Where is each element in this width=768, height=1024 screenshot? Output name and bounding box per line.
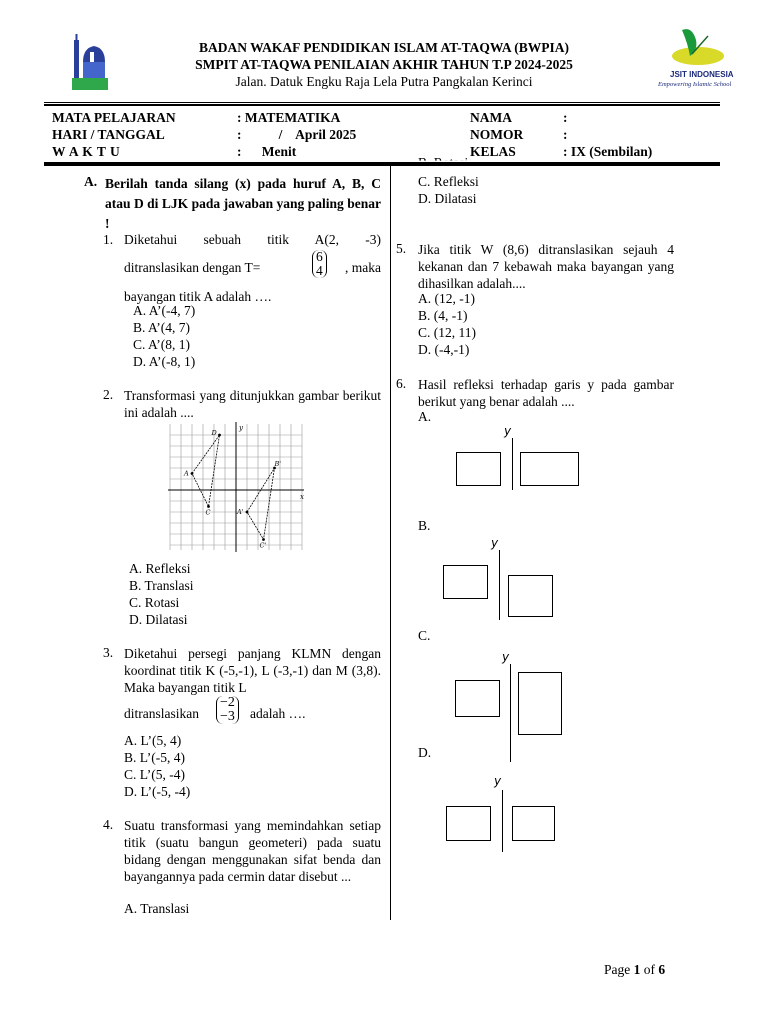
q3-option-d[interactable]: D. L’(-5, -4) [124, 784, 191, 799]
q6-option-b[interactable]: B. [418, 518, 431, 533]
q5-option-c[interactable]: C. (12, 11) [418, 325, 476, 340]
vertex-label: A' [237, 508, 244, 516]
label-mata-pelajaran: MATA PELAJARAN [52, 110, 176, 125]
q6-a-shape-left [456, 452, 501, 486]
section-letter: A. [84, 174, 98, 189]
q3-option-b[interactable]: B. L’(-5, 4) [124, 750, 185, 765]
q6-c-axis-label: y [502, 650, 510, 664]
vertex-point [191, 472, 194, 475]
vertex-label: A [184, 469, 189, 478]
q6-d-mirror-line [502, 790, 503, 852]
vertex-point [262, 538, 265, 541]
q3-text-b: ditranslasikan [124, 706, 199, 721]
q4-option-d[interactable]: D. Dilatasi [418, 191, 477, 206]
q2-text: Transformasi yang ditunjukkan gambar berikut ini adalah .... [124, 388, 381, 420]
q6-option-a[interactable]: A. [418, 409, 432, 424]
value-nama: : [563, 110, 568, 125]
value-waktu: : Menit [237, 144, 297, 159]
q4-number: 4. [103, 817, 114, 832]
q1-number: 1. [103, 232, 114, 247]
q6-b-axis-label: y [491, 536, 499, 550]
vertex-label: C [205, 508, 211, 517]
q6-c-shape-left [455, 680, 500, 717]
q4-text: Suatu transformasi yang memindahkan setiap titik (suatu bangun geometeri) pada suatu bidang dengan menggunakan sifat benda dan bayangannya pada cermin datar disebut ... [124, 818, 381, 884]
q3-vector: −2 −3 [216, 696, 239, 724]
q1-text-b-line [124, 250, 381, 286]
q3-option-a[interactable]: A. L’(5, 4) [124, 733, 182, 748]
q3-text: Diketahui persegi panjang KLMN dengan koordinat titik K (-5,-1), L (-3,-1) dan M (3,8). Maka bayangan titik L [124, 646, 381, 695]
value-kelas: : IX (Sembilan) [563, 144, 653, 159]
value-mata-pelajaran: : MATEMATIKA [237, 110, 341, 125]
coordinate-grid-figure [166, 422, 306, 552]
header-rule-thin [44, 102, 720, 103]
q6-c-shape-right [518, 672, 562, 735]
q6-b-shape-right [508, 575, 553, 617]
column-divider [390, 162, 391, 920]
vertex-point [246, 511, 249, 514]
vertex-label: C' [259, 541, 267, 550]
q6-a-axis-label: y [504, 424, 512, 438]
q6-d-axis-label: y [494, 774, 502, 788]
label-kelas: KELAS [470, 144, 516, 159]
q2-coordinate-figure [166, 422, 306, 552]
q4-option-c[interactable]: C. Refleksi [418, 174, 479, 189]
header-line-1: BADAN WAKAF PENDIDIKAN ISLAM AT-TAQWA (BWPIA) [199, 40, 569, 55]
q1-option-b[interactable]: B. A’(4, 7) [133, 320, 190, 335]
vertex-point [207, 505, 210, 508]
q3-number: 3. [103, 645, 114, 660]
q1-option-d[interactable]: D. A’(-8, 1) [133, 354, 196, 369]
y-axis-label: y [239, 424, 243, 432]
header-line-3: Jalan. Datuk Engku Raja Lela Putra Pangkalan Kerinci [235, 74, 533, 89]
q1-option-a[interactable]: A. A’(-4, 7) [133, 303, 196, 318]
q5-option-a[interactable]: A. (12, -1) [418, 291, 475, 306]
q2-option-a[interactable]: A. Refleksi [129, 561, 191, 576]
header-rule-thick [44, 104, 720, 106]
q2-option-d[interactable]: D. Dilatasi [129, 612, 188, 627]
x-axis-label: x [300, 493, 304, 501]
label-nomor: NOMOR [470, 127, 524, 142]
value-hari-tanggal: : / April 2025 [237, 127, 357, 142]
q1-text-a: Diketahui sebuah titik A(2, -3) [124, 232, 381, 247]
page-footer: Page 1 of 6 [604, 962, 666, 977]
q6-text: Hasil refleksi terhadap garis y pada gambar berikut yang benar adalah .... [418, 377, 674, 409]
q6-d-shape-left [446, 806, 491, 841]
q5-number: 5. [396, 241, 407, 256]
q1-text-c: , maka [345, 260, 381, 275]
q1-option-c[interactable]: C. A’(8, 1) [133, 337, 190, 352]
q6-a-mirror-line [512, 438, 513, 490]
label-nama: NAMA [470, 110, 512, 125]
jsit-logo-tagline: Empowering Islamic School [658, 81, 732, 88]
value-nomor: : [563, 127, 568, 142]
q5-option-d[interactable]: D. (-4,-1) [418, 342, 470, 357]
q6-b-mirror-line [499, 550, 500, 620]
vertex-point [218, 434, 221, 437]
q3-text-c: adalah …. [250, 706, 306, 721]
q2-option-b[interactable]: B. Translasi [129, 578, 194, 593]
info-rule [44, 162, 720, 166]
label-waktu: W A K T U [52, 144, 121, 159]
section-instruction: Berilah tanda silang (x) pada huruf A, B, C atau D di LJK pada jawaban yang paling benar ! [105, 176, 381, 231]
q1-text-b: ditranslasikan dengan T= [124, 260, 261, 275]
q2-number: 2. [103, 387, 114, 402]
q1-vector: 6 4 [312, 250, 327, 278]
q5-option-b[interactable]: B. (4, -1) [418, 308, 468, 323]
q6-c-mirror-line [510, 664, 511, 762]
header-line-2: SMPIT AT-TAQWA PENILAIAN AKHIR TAHUN T.P 2024-2025 [195, 57, 573, 72]
q6-a-shape-right [520, 452, 579, 486]
q6-option-c[interactable]: C. [418, 628, 431, 643]
vertex-label: D [211, 429, 217, 437]
label-hari-tanggal: HARI / TANGGAL [52, 127, 165, 142]
q2-option-c[interactable]: C. Rotasi [129, 595, 180, 610]
jsit-logo-name: JSIT INDONESIA [670, 70, 734, 79]
q3-text-b-line [124, 696, 381, 730]
q4-option-a[interactable]: A. Translasi [124, 901, 190, 916]
q6-option-d[interactable]: D. [418, 745, 432, 760]
q3-option-c[interactable]: C. L’(5, -4) [124, 767, 185, 782]
q6-d-shape-right [512, 806, 555, 841]
q5-text: Jika titik W (8,6) ditranslasikan sejauh 4 kekanan dan 7 kebawah maka bayangan yang dihasilkan adalah.... [418, 242, 674, 291]
vertex-label: B' [274, 460, 282, 468]
q6-b-shape-left [443, 565, 488, 599]
q1-text-d: bayangan titik A adalah …. [124, 289, 272, 304]
q6-number: 6. [396, 376, 407, 391]
